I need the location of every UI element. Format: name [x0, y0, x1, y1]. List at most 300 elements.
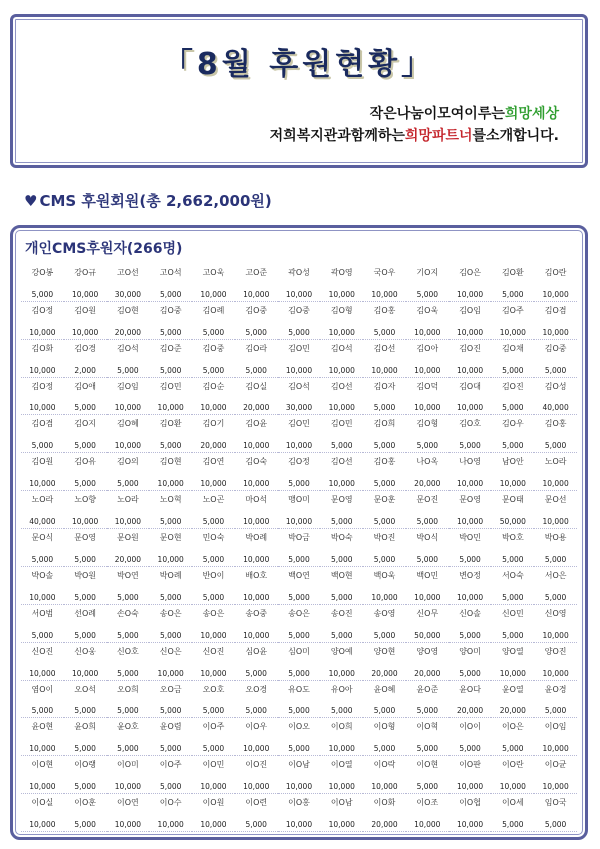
donor-cell [406, 605, 449, 643]
donation-amount: 20,000 [414, 479, 441, 489]
donor-cell [21, 264, 64, 302]
donor-name: 강O규 [74, 268, 97, 277]
donor-cell [406, 529, 449, 567]
donor-cell [192, 453, 235, 491]
donor-cell [363, 718, 406, 756]
donation-amount: 10,000 [499, 327, 526, 337]
donation-amount: 5,000 [245, 819, 267, 829]
donor-cell [491, 378, 534, 416]
donor-cell [406, 681, 449, 719]
donor-cell [192, 340, 235, 378]
donor-cell [449, 378, 492, 416]
donation-amount: 10,000 [157, 479, 184, 489]
donor-name: 박O호 [501, 533, 524, 543]
donor-name: 박O솔 [31, 570, 54, 580]
donor-cell [64, 643, 107, 681]
donation-amount: 5,000 [202, 744, 225, 754]
donor-name: 박O식 [416, 533, 439, 543]
donor-name: 양O미 [459, 646, 481, 656]
donor-name: 문O진 [416, 495, 439, 505]
donation-amount: 5,000 [31, 706, 54, 716]
tagline-1 [370, 103, 559, 123]
donor-cell [192, 378, 235, 416]
donor-name: 심O윤 [245, 646, 268, 656]
header-box [10, 14, 588, 168]
donor-cell [449, 453, 492, 491]
donation-amount: 10,000 [328, 782, 355, 792]
donor-cell [107, 794, 150, 832]
donor-name: 송O은 [288, 608, 310, 618]
donor-name: 윤O호 [117, 722, 139, 732]
donor-name: 이O혁 [416, 722, 439, 732]
donor-cell [449, 794, 492, 832]
donor-cell [149, 718, 192, 756]
donor-cell [64, 605, 107, 643]
donor-name: 김O환 [159, 419, 182, 429]
donor-cell [320, 302, 363, 340]
donation-amount: 5,000 [74, 630, 96, 640]
donor-name: 나O영 [459, 457, 481, 467]
donor-cell [235, 491, 278, 529]
donor-cell [149, 302, 192, 340]
donor-cell [491, 794, 534, 832]
donation-amount: 5,000 [502, 744, 524, 754]
donor-name: 김O채 [501, 343, 524, 353]
donor-cell [363, 378, 406, 416]
donation-amount: 10,000 [29, 479, 56, 489]
donation-amount: 10,000 [456, 403, 484, 413]
donor-name: 윤O현 [31, 722, 54, 732]
donation-amount: 10,000 [456, 517, 484, 527]
donor-cell [278, 453, 321, 491]
donor-cell [278, 756, 321, 794]
donor-name: 신O민 [501, 608, 524, 618]
donation-amount: 10,000 [200, 668, 227, 678]
donation-amount: 10,000 [499, 782, 526, 792]
donor-cell [235, 718, 278, 756]
donor-name: 이O균 [544, 760, 567, 770]
donor-name: 노O혁 [159, 495, 182, 505]
donor-cell [534, 264, 577, 302]
donor-name: 문O원 [117, 533, 139, 543]
donation-amount: 10,000 [328, 668, 355, 678]
donor-name: 문O현 [159, 533, 182, 543]
donor-cell [149, 264, 192, 302]
donor-cell [534, 567, 577, 605]
donor-cell [449, 340, 492, 378]
donor-cell [149, 340, 192, 378]
donor-name: 이O은 [501, 722, 524, 732]
donor-cell [320, 718, 363, 756]
donor-name: 이O수 [159, 798, 182, 808]
donor-cell [192, 529, 235, 567]
donor-cell [235, 529, 278, 567]
donation-amount: 10,000 [456, 819, 484, 829]
donation-amount: 5,000 [373, 327, 396, 337]
donation-amount: 10,000 [243, 479, 270, 489]
donation-amount: 5,000 [202, 365, 225, 375]
donor-cell [534, 378, 577, 416]
donor-name: 박O례 [245, 533, 268, 543]
donor-cell [107, 491, 150, 529]
donor-name: 김O원 [31, 457, 54, 467]
donor-cell [363, 794, 406, 832]
donor-cell [534, 302, 577, 340]
donor-name: 박O금 [288, 533, 310, 543]
donation-amount: 10,000 [243, 744, 270, 754]
donor-name: 김O라 [245, 343, 268, 353]
donation-amount: 10,000 [456, 479, 484, 489]
donation-amount: 5,000 [159, 365, 182, 375]
donor-cell [406, 453, 449, 491]
donation-amount: 5,000 [373, 630, 396, 640]
donor-cell [107, 340, 150, 378]
donation-amount: 10,000 [29, 782, 56, 792]
donation-amount: 5,000 [245, 668, 267, 678]
donation-amount: 5,000 [117, 744, 139, 754]
donor-name: 송O중 [245, 608, 268, 618]
donation-amount: 10,000 [200, 403, 227, 413]
donation-amount: 10,000 [499, 479, 526, 489]
donor-cell [491, 340, 534, 378]
donation-amount: 5,000 [288, 706, 310, 716]
donor-name: 김O홍 [373, 457, 396, 467]
donation-amount: 5,000 [373, 554, 396, 564]
donation-amount: 40,000 [542, 403, 569, 413]
donor-name: 이O란 [501, 760, 524, 770]
donor-name: 이O화 [373, 798, 396, 808]
donation-amount: 5,000 [74, 782, 96, 792]
donor-cell [21, 605, 64, 643]
donor-cell [491, 491, 534, 529]
donation-amount: 5,000 [502, 630, 524, 640]
donation-amount: 10,000 [285, 365, 313, 375]
donor-cell [192, 302, 235, 340]
donor-name: 김O정 [31, 381, 54, 391]
donation-amount: 40,000 [29, 517, 56, 527]
donor-name: 변O정 [459, 570, 481, 580]
donor-cell [320, 756, 363, 794]
donation-amount: 20,000 [114, 327, 142, 337]
donation-amount: 10,000 [29, 365, 56, 375]
donation-amount: 5,000 [74, 592, 96, 602]
donor-cell [64, 453, 107, 491]
donor-name: 송O진 [330, 608, 353, 618]
donor-name: 김O란 [544, 268, 567, 277]
donor-name: 이O락 [373, 760, 396, 770]
donor-name: 김O민 [159, 381, 182, 391]
donor-name: 송O은 [159, 608, 182, 618]
donor-cell [491, 756, 534, 794]
donation-amount: 2,000 [74, 365, 96, 375]
donor-name: 김O애 [74, 381, 97, 391]
donation-amount: 5,000 [74, 706, 96, 716]
donation-amount: 5,000 [373, 479, 396, 489]
donation-amount: 10,000 [328, 819, 355, 829]
donation-amount: 10,000 [371, 782, 398, 792]
donation-amount: 5,000 [331, 592, 353, 602]
donor-cell [192, 491, 235, 529]
donation-amount: 10,000 [29, 744, 56, 754]
donation-amount: 10,000 [542, 744, 569, 754]
donor-name: 김O대 [459, 381, 481, 391]
donor-cell [21, 567, 64, 605]
donor-cell [406, 378, 449, 416]
donor-name: 박O진 [373, 533, 396, 543]
donation-amount: 5,000 [416, 289, 439, 299]
donor-name: 김O유 [74, 457, 97, 467]
donor-name: 염O이 [31, 684, 54, 694]
donation-amount: 5,000 [245, 327, 267, 337]
donor-name: 고O준 [245, 268, 268, 277]
donation-amount: 5,000 [31, 289, 54, 299]
donor-cell [235, 605, 278, 643]
donor-name: 문O식 [31, 533, 54, 543]
donor-name: 이O열 [330, 760, 353, 770]
donation-amount: 10,000 [285, 782, 313, 792]
donor-cell [192, 605, 235, 643]
donation-amount: 20,000 [456, 706, 484, 716]
donor-cell [235, 567, 278, 605]
donor-name: 김O희 [373, 419, 396, 429]
donor-cell [107, 453, 150, 491]
donor-cell [363, 605, 406, 643]
donation-amount: 5,000 [117, 706, 139, 716]
donor-name: 이O오 [288, 722, 310, 732]
donation-amount: 5,000 [373, 517, 396, 527]
donor-name: 김O중 [202, 343, 225, 353]
donation-amount: 10,000 [114, 819, 142, 829]
page-title: 「8월 후원현황」 [162, 47, 436, 82]
donor-name: 국O우 [373, 268, 396, 277]
donor-name: 김O우 [501, 419, 524, 429]
donation-amount: 5,000 [331, 441, 353, 451]
donor-name: 고O석 [159, 268, 182, 277]
donation-amount: 5,000 [31, 630, 54, 640]
donor-cell [192, 567, 235, 605]
donor-name: 윤O경 [544, 684, 567, 694]
donation-amount: 10,000 [285, 819, 313, 829]
donor-cell [534, 605, 577, 643]
donor-cell [449, 605, 492, 643]
donation-amount: 5,000 [31, 441, 54, 451]
donor-name: 김O현 [117, 305, 139, 315]
donor-name: 이O이 [459, 722, 481, 732]
donor-cell [363, 453, 406, 491]
donor-cell [149, 756, 192, 794]
donor-name: 김O숙 [245, 457, 268, 467]
donation-amount: 10,000 [243, 554, 270, 564]
donor-cell [192, 643, 235, 681]
donation-amount: 5,000 [288, 592, 310, 602]
donation-amount: 5,000 [544, 706, 567, 716]
tagline-2 [270, 125, 559, 145]
donor-name: 이O실 [31, 798, 54, 808]
donation-amount: 10,000 [243, 441, 270, 451]
donor-cell [149, 794, 192, 832]
donor-cell [64, 378, 107, 416]
donor-name: 김O욱 [416, 305, 439, 315]
donor-cell [278, 415, 321, 453]
donor-name: 이O홍 [288, 798, 310, 808]
donor-cell [363, 643, 406, 681]
donor-cell [235, 643, 278, 681]
donor-cell [235, 302, 278, 340]
donation-amount: 5,000 [202, 554, 225, 564]
donor-name: 오O호 [202, 684, 225, 694]
donor-name: 김O민 [288, 419, 310, 429]
donor-cell [320, 794, 363, 832]
donation-amount: 5,000 [502, 819, 524, 829]
donation-amount: 10,000 [328, 289, 355, 299]
donation-amount: 5,000 [245, 706, 267, 716]
donor-cell [149, 453, 192, 491]
donation-amount: 10,000 [328, 365, 355, 375]
donor-name: 김O정 [288, 457, 310, 467]
donor-name: 김O의 [117, 457, 139, 467]
donor-cell [406, 340, 449, 378]
donor-name: 문O훈 [373, 495, 396, 505]
donor-name: 김O순 [202, 381, 225, 391]
donation-amount: 20,000 [414, 668, 441, 678]
donation-amount: 10,000 [243, 782, 270, 792]
donor-cell [491, 718, 534, 756]
donation-amount: 5,000 [331, 554, 353, 564]
donation-amount: 5,000 [502, 365, 524, 375]
donation-amount: 5,000 [502, 441, 524, 451]
donor-cell [278, 340, 321, 378]
donation-amount: 5,000 [459, 441, 481, 451]
donor-cell [64, 718, 107, 756]
donor-cell [21, 756, 64, 794]
donation-amount: 5,000 [288, 744, 310, 754]
donation-amount: 10,000 [328, 327, 355, 337]
donor-cell [320, 378, 363, 416]
donor-name: 이O희 [330, 722, 353, 732]
donor-name: 김O겸 [544, 305, 567, 315]
donor-cell [149, 415, 192, 453]
donor-cell [149, 605, 192, 643]
donor-name: 고O욱 [202, 268, 225, 277]
donation-amount: 10,000 [200, 782, 227, 792]
donation-amount: 5,000 [416, 744, 439, 754]
donor-cell [64, 415, 107, 453]
donor-cell [534, 794, 577, 832]
donor-name: 노O라 [544, 457, 567, 467]
donation-amount: 5,000 [159, 592, 182, 602]
donor-cell [320, 340, 363, 378]
donor-name: 김O성 [544, 381, 567, 391]
donor-cell [363, 567, 406, 605]
donor-cell [406, 491, 449, 529]
donor-cell [278, 302, 321, 340]
donor-cell [363, 756, 406, 794]
donor-cell [534, 415, 577, 453]
donor-name: 김O환 [501, 268, 524, 277]
donor-cell [491, 681, 534, 719]
donor-cell [534, 340, 577, 378]
donation-amount: 30,000 [114, 289, 142, 299]
donor-name: 김O임 [459, 305, 481, 315]
tagline-1-text: 작은나눔이모여이루는 [369, 106, 505, 122]
donor-name: 양O열 [501, 646, 524, 656]
donor-grid [21, 264, 577, 832]
donor-name: 김O석 [117, 343, 139, 353]
donation-amount: 50,000 [414, 630, 441, 640]
donation-amount: 10,000 [29, 327, 56, 337]
donation-amount: 10,000 [285, 441, 313, 451]
donor-cell [534, 643, 577, 681]
donor-name: 노O라 [117, 495, 139, 505]
donation-amount: 5,000 [416, 554, 439, 564]
donor-cell [363, 264, 406, 302]
donor-cell [107, 718, 150, 756]
donor-name: 서O범 [31, 608, 54, 618]
donation-amount: 5,000 [74, 554, 96, 564]
donor-cell [21, 415, 64, 453]
donation-amount: 5,000 [74, 479, 96, 489]
donation-amount: 10,000 [414, 403, 441, 413]
donor-cell [235, 340, 278, 378]
donor-cell [449, 681, 492, 719]
donor-cell [235, 756, 278, 794]
donor-cell [21, 491, 64, 529]
donor-cell [406, 643, 449, 681]
donor-name: 이O남 [288, 760, 310, 770]
donation-amount: 10,000 [157, 554, 184, 564]
donor-cell [21, 378, 64, 416]
donor-name: 윤O준 [416, 684, 439, 694]
donation-amount: 5,000 [373, 441, 396, 451]
donor-cell [149, 491, 192, 529]
donation-amount: 10,000 [542, 289, 569, 299]
donor-name: 양O현 [373, 646, 396, 656]
donor-name: 김O원 [74, 305, 97, 315]
donation-amount: 5,000 [117, 630, 139, 640]
donor-cell [449, 529, 492, 567]
donor-cell [192, 794, 235, 832]
donor-name: 이O훈 [74, 798, 97, 808]
donor-cell [491, 643, 534, 681]
donor-name: 이O랭 [74, 760, 97, 770]
donor-cell [320, 567, 363, 605]
donor-cell [406, 756, 449, 794]
donation-amount: 20,000 [371, 819, 398, 829]
donation-amount: 10,000 [328, 403, 355, 413]
donation-amount: 5,000 [502, 403, 524, 413]
donor-name: 박O원 [74, 570, 97, 580]
donor-cell [320, 643, 363, 681]
donation-amount: 10,000 [542, 327, 569, 337]
donation-amount: 10,000 [157, 403, 184, 413]
donor-cell [534, 718, 577, 756]
donor-name: 이O협 [459, 798, 481, 808]
donation-amount: 5,000 [117, 592, 139, 602]
donor-name: 이O주 [202, 722, 225, 732]
donor-name: 신O무 [416, 608, 439, 618]
donor-name: 양O예 [330, 646, 353, 656]
donor-name: 신O호 [117, 646, 139, 656]
donor-cell [449, 491, 492, 529]
donor-cell [449, 415, 492, 453]
donation-amount: 10,000 [200, 630, 227, 640]
donation-amount: 5,000 [544, 554, 567, 564]
donation-amount: 5,000 [159, 706, 182, 716]
donation-amount: 10,000 [243, 517, 270, 527]
donation-amount: 10,000 [114, 441, 142, 451]
donor-name: 송O은 [202, 608, 225, 618]
donation-amount: 20,000 [114, 554, 142, 564]
